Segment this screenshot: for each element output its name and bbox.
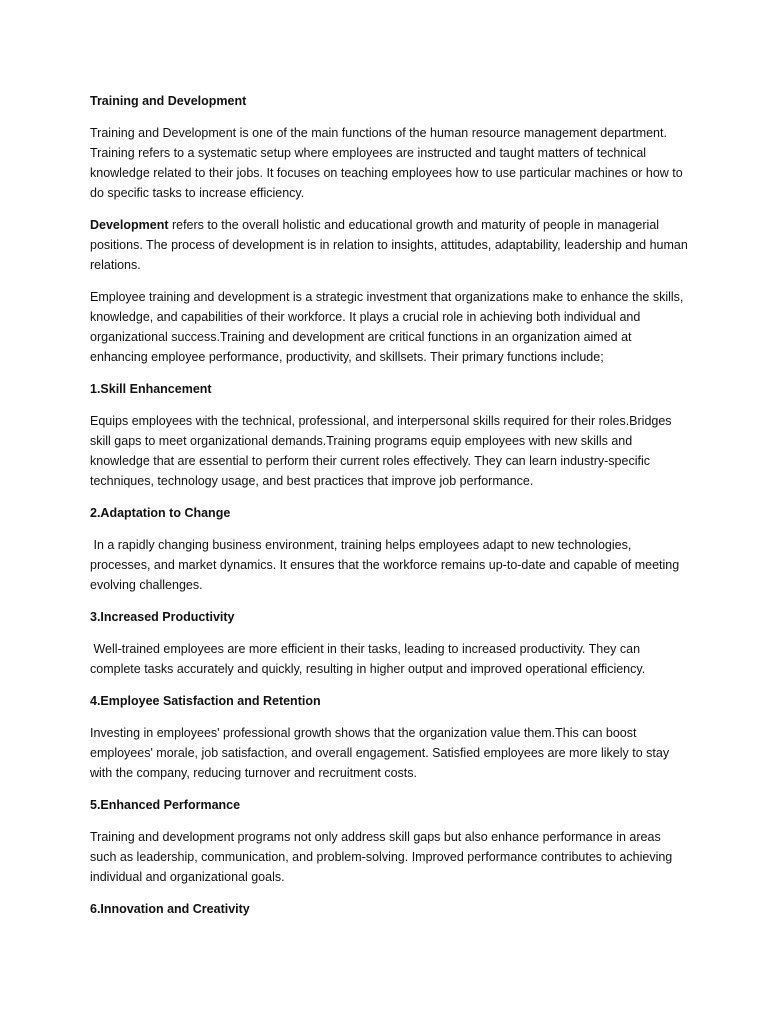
section-text-adaptation: In a rapidly changing business environment, training helps employees adapt to new technologies, processes, and market dynamics. It ensures that the workforce remains up-to-date and capable of meeting evolving challenges. bbox=[90, 538, 683, 592]
document-title: Training and Development bbox=[90, 94, 247, 108]
section-heading-innovation: 6.Innovation and Creativity bbox=[90, 902, 250, 916]
development-text: refers to the overall holistic and educational growth and maturity of people in managerial positions. The process of development is in relation to insights, attitudes, adaptability, leadership and human relations. bbox=[90, 218, 688, 272]
document-page bbox=[90, 91, 690, 931]
section-text-performance: Training and development programs not only address skill gaps but also enhance performance in areas such as leadership, communication, and problem-solving. Improved performance contributes to achieving individual and organizational goals. bbox=[90, 830, 673, 884]
development-paragraph bbox=[90, 215, 690, 275]
intro-paragraph: Training and Development is one of the main functions of the human resource management department. Training refers to a systematic setup where employees are instructed and taught matters of technical knowledge related to their jobs. It focuses on teaching employees how to use particular machines or how to do specific tasks to increase efficiency. bbox=[90, 126, 683, 200]
section-text-productivity: Well-trained employees are more efficient in their tasks, leading to increased productivity. They can complete tasks accurately and quickly, resulting in higher output and improved operational efficiency. bbox=[90, 642, 646, 676]
section-heading-satisfaction: 4.Employee Satisfaction and Retention bbox=[90, 694, 321, 708]
section-heading-performance: 5.Enhanced Performance bbox=[90, 798, 241, 812]
section-heading-skill-enhancement: 1.Skill Enhancement bbox=[90, 382, 212, 396]
section-heading-productivity: 3.Increased Productivity bbox=[90, 610, 235, 624]
development-term: Development bbox=[90, 218, 169, 232]
investment-paragraph: Employee training and development is a strategic investment that organizations make to enhance the skills, knowledge, and capabilities of their workforce. It plays a crucial role in achieving both individual and organizational success.Training and development are critical functions in an organization aimed at enhancing employee performance, productivity, and skillsets. Their primary functions include; bbox=[90, 290, 684, 364]
section-text-skill-enhancement: Equips employees with the technical, professional, and interpersonal skills required for their roles.Bridges skill gaps to meet organizational demands.Training programs equip employees with new skills and knowledge that are essential to perform their current roles effectively. They can learn industry-specific techniques, technology usage, and best practices that improve job performance. bbox=[90, 414, 672, 488]
section-heading-adaptation: 2.Adaptation to Change bbox=[90, 506, 231, 520]
section-text-satisfaction: Investing in employees' professional growth shows that the organization value them.This can boost employees' morale, job satisfaction, and overall engagement. Satisfied employees are more likely to stay with the company, reducing turnover and recruitment costs. bbox=[90, 726, 670, 780]
